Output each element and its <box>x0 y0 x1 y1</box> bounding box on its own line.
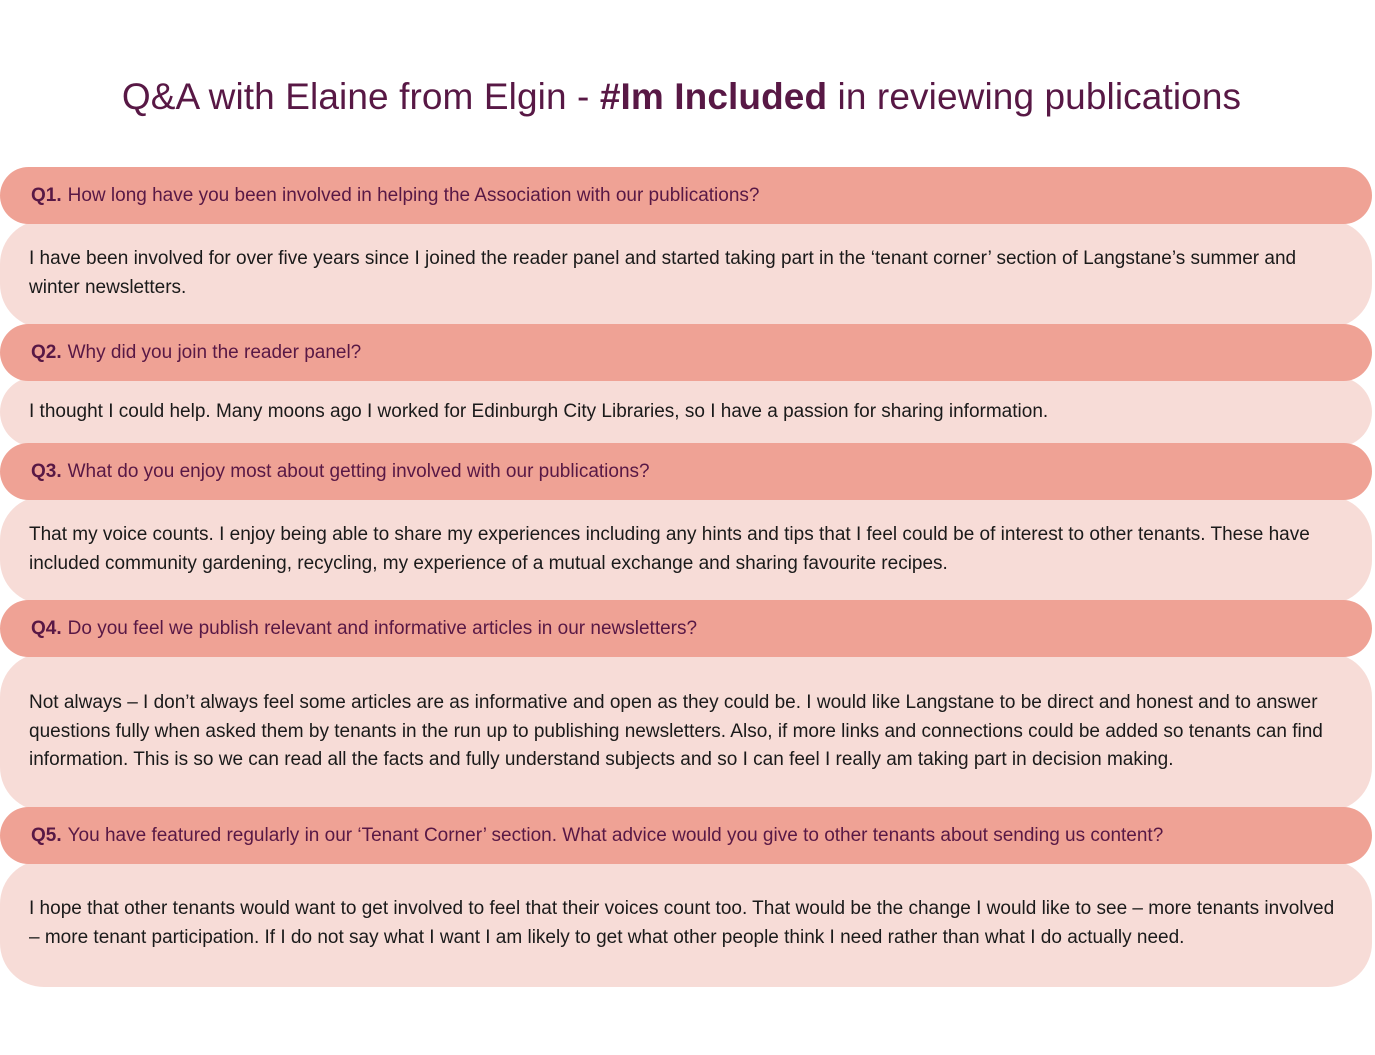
question-4 <box>0 600 1372 657</box>
answer-2 <box>0 377 1372 447</box>
question-number: Q3. <box>31 460 62 482</box>
answer-text: I have been involved for over five years since I joined the reader panel and started taking part in the ‘tenant corner’ section of Langstane’s summer and winter newsletters. <box>29 248 1297 298</box>
answer-1 <box>0 220 1372 328</box>
page-title <box>0 72 1363 122</box>
question-2 <box>0 324 1372 381</box>
answer-4 <box>0 653 1372 811</box>
answer-text: I thought I could help. Many moons ago I worked for Edinburgh City Libraries, so I have a passion for sharing information. <box>29 400 1049 422</box>
answer-text: I hope that other tenants would want to get involved to feel that their voices count too. That would be the change I would like to see – more tenants involved – more tenant participation. If I do not say what I want I am likely to get what other people think I need rather than what I do actually need. <box>29 897 1335 948</box>
question-5 <box>0 807 1372 864</box>
question-number: Q5. <box>31 824 62 846</box>
question-text: How long have you been involved in helping the Association with our publications? <box>67 184 760 206</box>
answer-3 <box>0 496 1372 604</box>
question-text: Do you feel we publish relevant and informative articles in our newsletters? <box>67 617 698 639</box>
answer-5 <box>0 860 1372 987</box>
question-1 <box>0 167 1372 224</box>
question-text: Why did you join the reader panel? <box>67 341 362 363</box>
title-suffix: in reviewing publications <box>827 76 1242 117</box>
question-text: What do you enjoy most about getting involved with our publications? <box>67 460 650 482</box>
answer-text: Not always – I don’t always feel some articles are as informative and open as they could be. I would like Langstane to be direct and honest and to answer questions fully when asked them by tenants in the run up to publishing newsletters. Also, if more links and connections could be added so tenants can find information. This is so we can read all the facts and fully understand subjects and so I can feel I really am taking part in decision making. <box>29 692 1323 771</box>
title-hashtag: #Im Included <box>599 76 828 117</box>
qa-list <box>0 167 1372 983</box>
question-number: Q4. <box>31 617 62 639</box>
question-number: Q1. <box>31 184 62 206</box>
answer-text: That my voice counts. I enjoy being able to share my experiences including any hints and tips that I feel could be of interest to other tenants. These have included community gardening, recycling, my experience of a mutual exchange and sharing favourite recipes. <box>29 524 1310 574</box>
question-number: Q2. <box>31 341 62 363</box>
title-prefix: Q&A with Elaine from Elgin - <box>121 76 600 117</box>
question-3 <box>0 443 1372 500</box>
question-text: You have featured regularly in our ‘Tenant Corner’ section. What advice would you give to other tenants about sending us content? <box>67 824 1164 846</box>
